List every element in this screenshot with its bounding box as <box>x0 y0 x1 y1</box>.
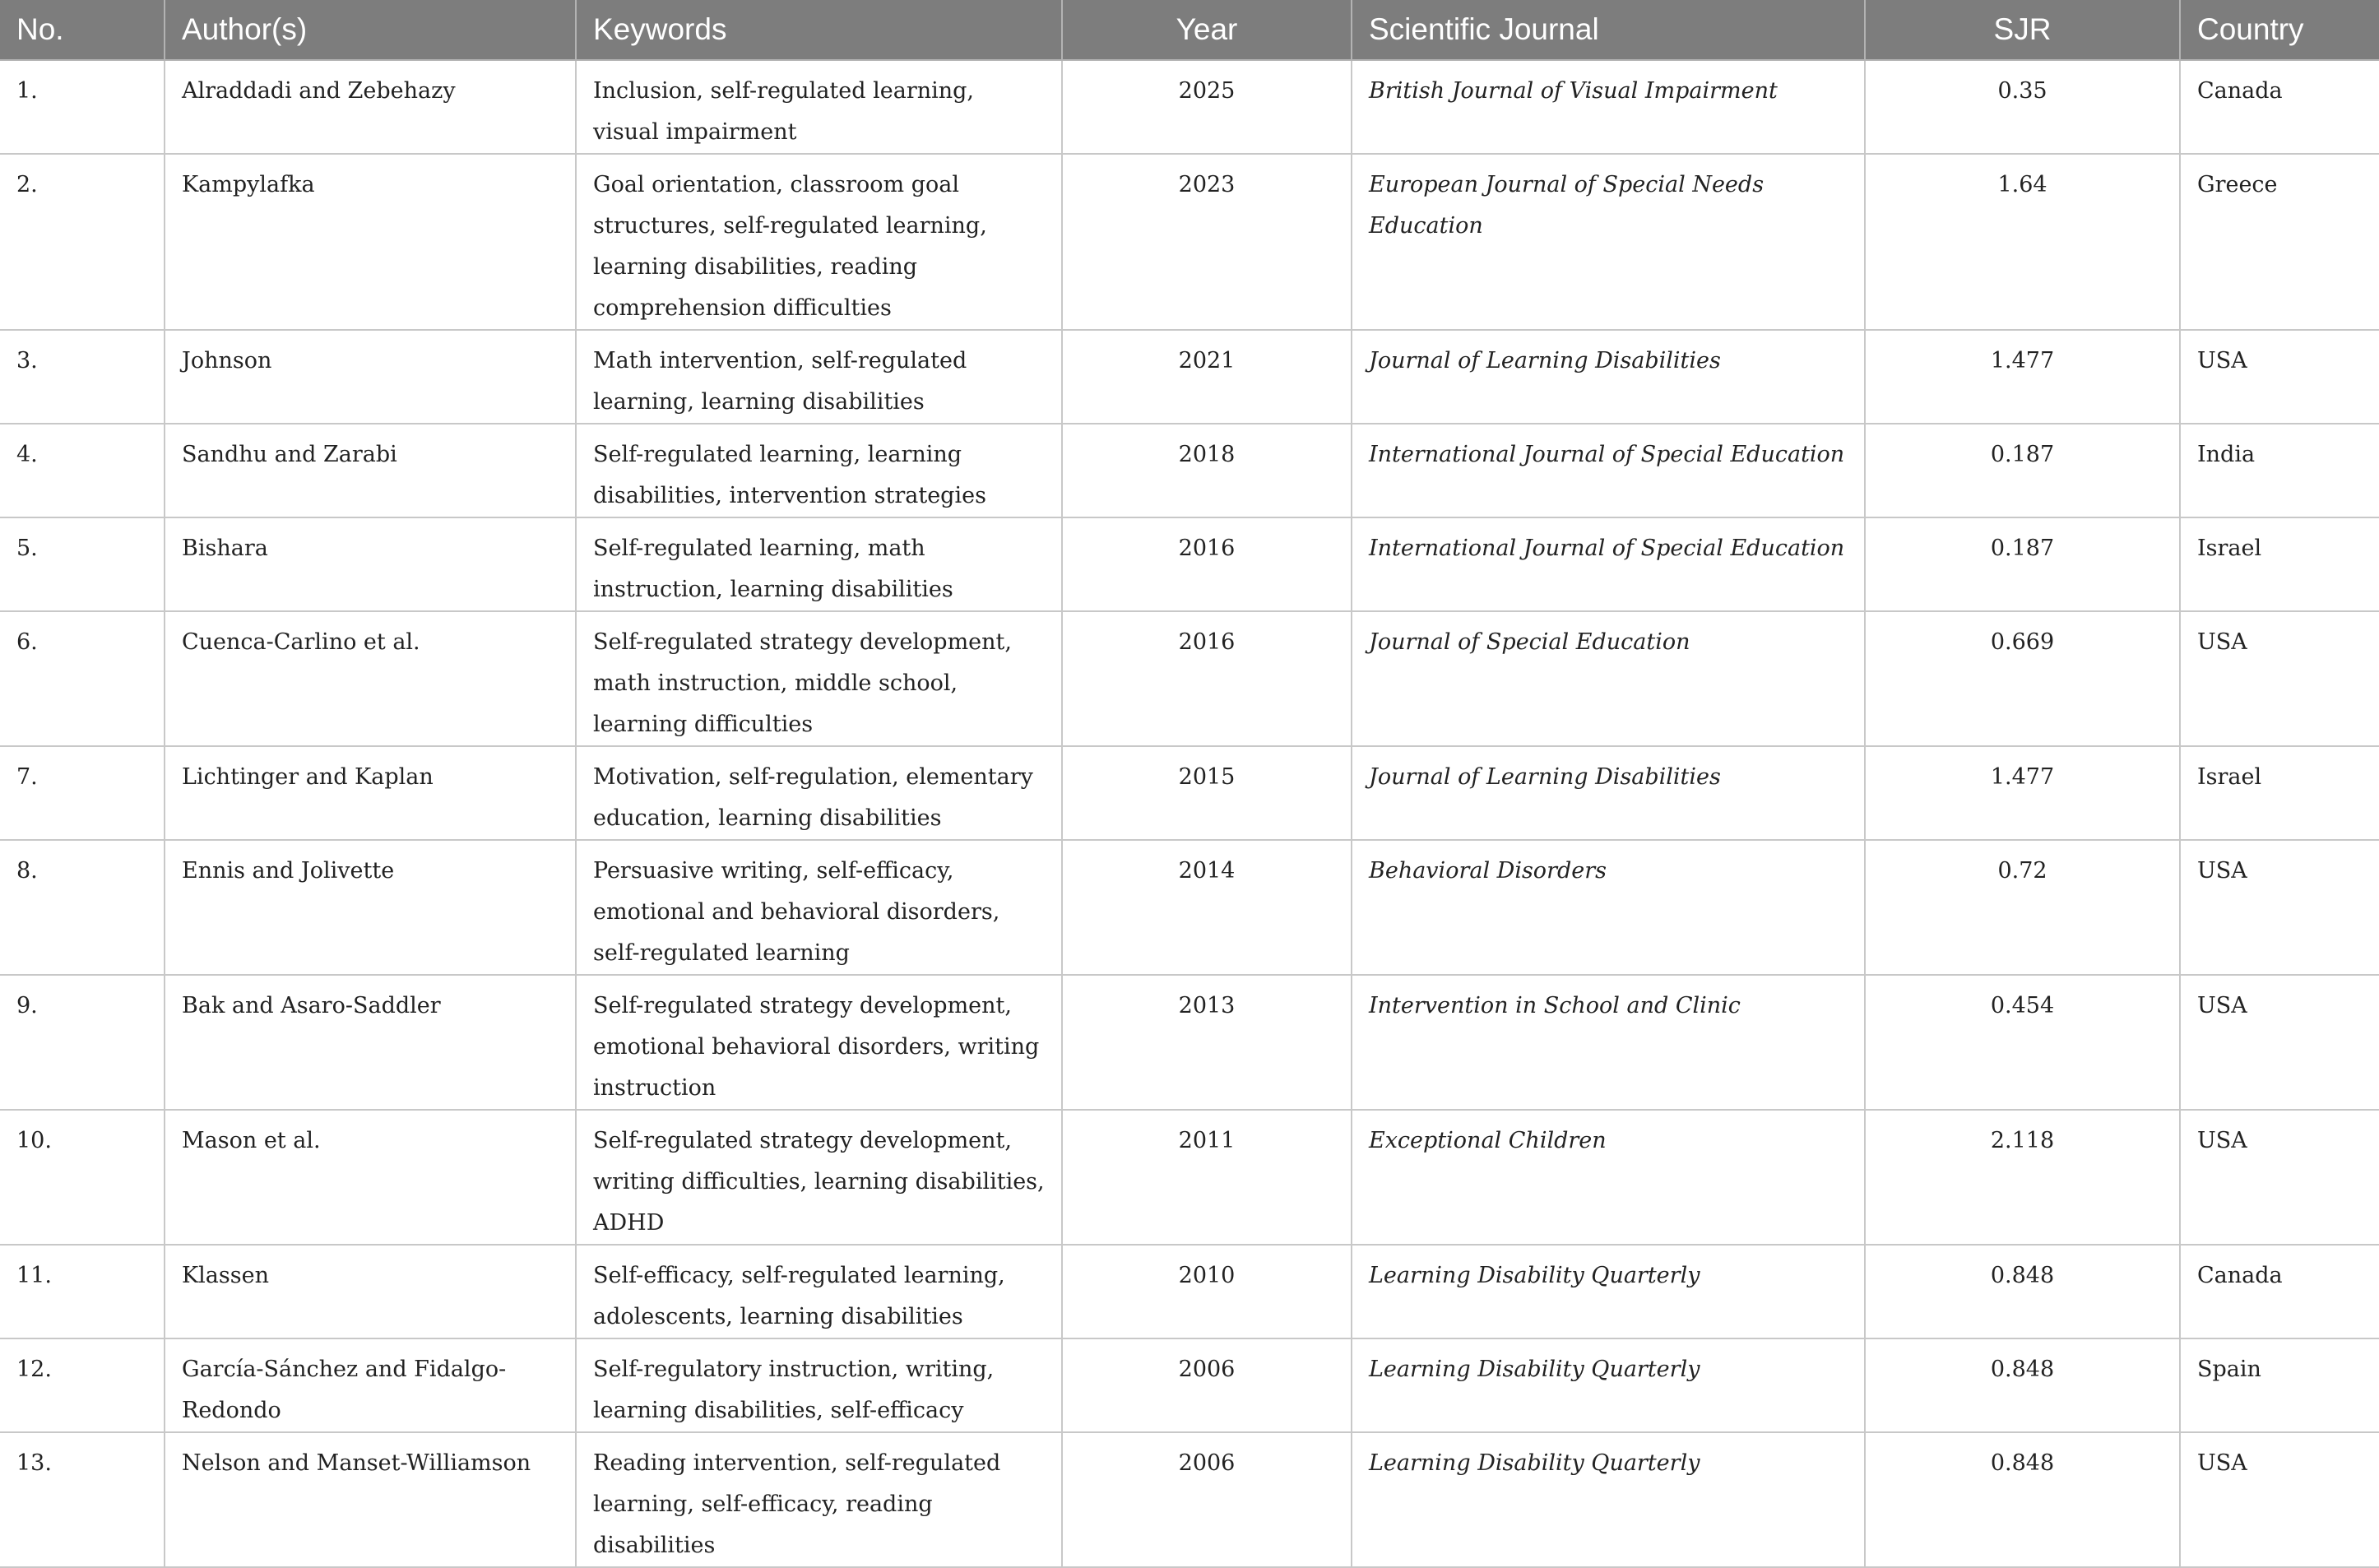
cell-keywords: Self-regulated learning, learning disabilities, intervention strategies <box>576 424 1062 517</box>
cell-no: 3. <box>0 330 165 424</box>
cell-sjr: 1.477 <box>1865 330 2180 424</box>
table-row <box>0 424 2379 517</box>
cell-no: 13. <box>0 1432 165 1567</box>
cell-keywords: Self-regulated strategy development, writing difficulties, learning disabilities, ADHD <box>576 1110 1062 1245</box>
cell-journal: British Journal of Visual Impairment <box>1352 60 1865 154</box>
header-sjr: SJR <box>1865 0 2180 60</box>
header-no: No. <box>0 0 165 60</box>
cell-year: 2025 <box>1062 60 1352 154</box>
cell-country: India <box>2180 424 2379 517</box>
table-row <box>0 840 2379 975</box>
cell-keywords: Motivation, self-regulation, elementary education, learning disabilities <box>576 746 1062 840</box>
cell-no: 1. <box>0 60 165 154</box>
cell-no: 5. <box>0 517 165 611</box>
table-row <box>0 746 2379 840</box>
cell-year: 2023 <box>1062 154 1352 330</box>
cell-sjr: 0.72 <box>1865 840 2180 975</box>
cell-country: Israel <box>2180 746 2379 840</box>
cell-authors: Ennis and Jolivette <box>165 840 576 975</box>
cell-country: USA <box>2180 330 2379 424</box>
cell-sjr: 1.64 <box>1865 154 2180 330</box>
table-row <box>0 60 2379 154</box>
cell-year: 2006 <box>1062 1338 1352 1432</box>
cell-year: 2015 <box>1062 746 1352 840</box>
cell-journal: Learning Disability Quarterly <box>1352 1338 1865 1432</box>
cell-authors: Bishara <box>165 517 576 611</box>
cell-authors: Bak and Asaro-Saddler <box>165 975 576 1110</box>
cell-sjr: 0.187 <box>1865 517 2180 611</box>
cell-sjr: 0.669 <box>1865 611 2180 746</box>
cell-journal: Behavioral Disorders <box>1352 840 1865 975</box>
cell-keywords: Self-efficacy, self-regulated learning, adolescents, learning disabilities <box>576 1245 1062 1338</box>
header-row <box>0 0 2379 60</box>
header-year: Year <box>1062 0 1352 60</box>
cell-no: 11. <box>0 1245 165 1338</box>
cell-sjr: 1.477 <box>1865 746 2180 840</box>
cell-authors: Klassen <box>165 1245 576 1338</box>
cell-year: 2006 <box>1062 1432 1352 1567</box>
cell-authors: García-Sánchez and Fidalgo-Redondo <box>165 1338 576 1432</box>
cell-keywords: Self-regulated strategy development, math instruction, middle school, learning difficulties <box>576 611 1062 746</box>
cell-journal: Journal of Special Education <box>1352 611 1865 746</box>
cell-keywords: Self-regulated learning, math instruction, learning disabilities <box>576 517 1062 611</box>
cell-keywords: Inclusion, self-regulated learning, visual impairment <box>576 60 1062 154</box>
cell-journal: International Journal of Special Education <box>1352 424 1865 517</box>
cell-no: 10. <box>0 1110 165 1245</box>
cell-country: USA <box>2180 840 2379 975</box>
cell-sjr: 0.848 <box>1865 1338 2180 1432</box>
cell-sjr: 0.848 <box>1865 1432 2180 1567</box>
cell-country: USA <box>2180 975 2379 1110</box>
cell-year: 2018 <box>1062 424 1352 517</box>
header-keywords: Keywords <box>576 0 1062 60</box>
cell-year: 2021 <box>1062 330 1352 424</box>
cell-country: USA <box>2180 1110 2379 1245</box>
cell-country: Israel <box>2180 517 2379 611</box>
cell-year: 2016 <box>1062 517 1352 611</box>
cell-no: 12. <box>0 1338 165 1432</box>
cell-keywords: Math intervention, self-regulated learning, learning disabilities <box>576 330 1062 424</box>
cell-journal: International Journal of Special Education <box>1352 517 1865 611</box>
table-row <box>0 1110 2379 1245</box>
cell-sjr: 0.848 <box>1865 1245 2180 1338</box>
cell-year: 2010 <box>1062 1245 1352 1338</box>
cell-journal: Intervention in School and Clinic <box>1352 975 1865 1110</box>
cell-year: 2014 <box>1062 840 1352 975</box>
cell-year: 2011 <box>1062 1110 1352 1245</box>
cell-authors: Cuenca-Carlino et al. <box>165 611 576 746</box>
cell-no: 6. <box>0 611 165 746</box>
table-row <box>0 1245 2379 1338</box>
cell-keywords: Goal orientation, classroom goal structures, self-regulated learning, learning disabilities, reading comprehension difficulties <box>576 154 1062 330</box>
cell-keywords: Reading intervention, self-regulated learning, self-efficacy, reading disabilities <box>576 1432 1062 1567</box>
cell-authors: Mason et al. <box>165 1110 576 1245</box>
cell-no: 8. <box>0 840 165 975</box>
table-row <box>0 154 2379 330</box>
table-row <box>0 1432 2379 1567</box>
cell-year: 2016 <box>1062 611 1352 746</box>
cell-journal: Learning Disability Quarterly <box>1352 1245 1865 1338</box>
cell-journal: European Journal of Special Needs Education <box>1352 154 1865 330</box>
cell-authors: Sandhu and Zarabi <box>165 424 576 517</box>
cell-country: USA <box>2180 1432 2379 1567</box>
cell-country: USA <box>2180 611 2379 746</box>
table-row <box>0 330 2379 424</box>
cell-journal: Journal of Learning Disabilities <box>1352 330 1865 424</box>
cell-sjr: 0.187 <box>1865 424 2180 517</box>
cell-journal: Learning Disability Quarterly <box>1352 1432 1865 1567</box>
table-row <box>0 517 2379 611</box>
header-authors: Author(s) <box>165 0 576 60</box>
cell-no: 2. <box>0 154 165 330</box>
cell-keywords: Persuasive writing, self-efficacy, emotional and behavioral disorders, self-regulated learning <box>576 840 1062 975</box>
cell-sjr: 0.454 <box>1865 975 2180 1110</box>
cell-no: 4. <box>0 424 165 517</box>
cell-keywords: Self-regulatory instruction, writing, learning disabilities, self-efficacy <box>576 1338 1062 1432</box>
cell-country: Canada <box>2180 60 2379 154</box>
cell-no: 7. <box>0 746 165 840</box>
header-country: Country <box>2180 0 2379 60</box>
cell-sjr: 0.35 <box>1865 60 2180 154</box>
cell-no: 9. <box>0 975 165 1110</box>
cell-authors: Kampylafka <box>165 154 576 330</box>
table-row <box>0 611 2379 746</box>
cell-country: Canada <box>2180 1245 2379 1338</box>
cell-authors: Lichtinger and Kaplan <box>165 746 576 840</box>
cell-authors: Alraddadi and Zebehazy <box>165 60 576 154</box>
cell-journal: Journal of Learning Disabilities <box>1352 746 1865 840</box>
cell-sjr: 2.118 <box>1865 1110 2180 1245</box>
cell-keywords: Self-regulated strategy development, emotional behavioral disorders, writing instruction <box>576 975 1062 1110</box>
cell-country: Greece <box>2180 154 2379 330</box>
cell-country: Spain <box>2180 1338 2379 1432</box>
cell-authors: Johnson <box>165 330 576 424</box>
cell-year: 2013 <box>1062 975 1352 1110</box>
cell-authors: Nelson and Manset-Williamson <box>165 1432 576 1567</box>
table-row <box>0 975 2379 1110</box>
table-row <box>0 1338 2379 1432</box>
header-journal: Scientific Journal <box>1352 0 1865 60</box>
cell-journal: Exceptional Children <box>1352 1110 1865 1245</box>
